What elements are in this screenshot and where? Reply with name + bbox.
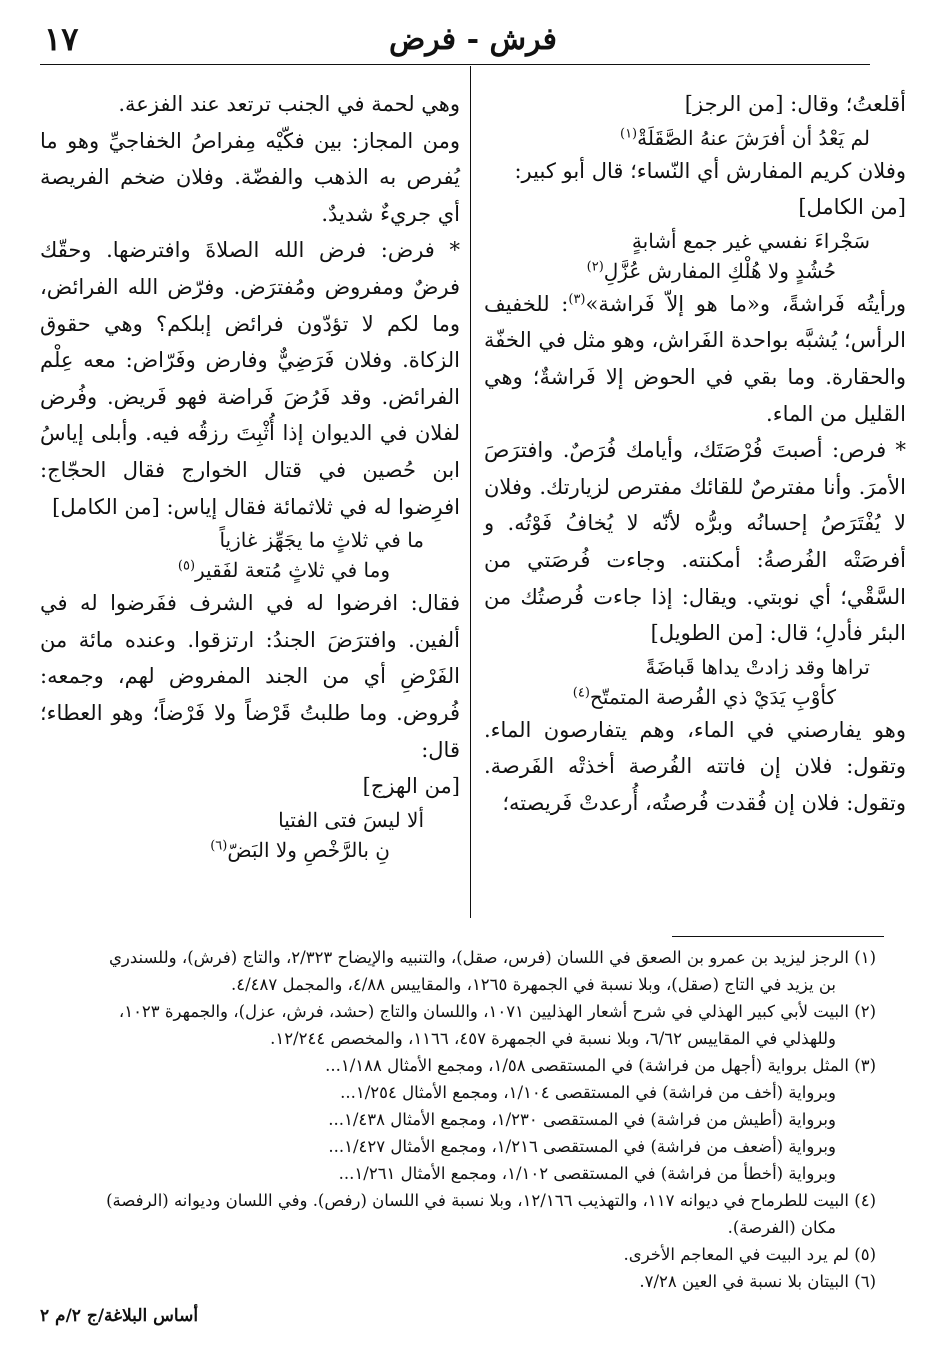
footnote-marker: (٤)	[572, 685, 590, 701]
footnote-marker: (٣)	[568, 291, 586, 307]
footnotes	[40, 944, 876, 1295]
paragraph: ومن المجاز: بين فكّيْه مِفراصُ الخفاجيِّ وهو ما يُفرص به الذهب والفضّة. وفلان ضخم الفريصة أي جريءٌ شديدٌ.	[40, 128, 460, 226]
footnote-marker: (٥)	[177, 558, 196, 574]
column-divider	[470, 66, 471, 918]
footnote-continuation: وللهذلي في المقاييس ٦/٦٢، وبلا نسبة في الجمهرة ٤٥٧، ١١٦٦، والمخصص ١٢/٢٤٤.	[270, 1029, 836, 1048]
footnote: (٥) لم يرد البيت في المعاجم الأخرى.	[623, 1245, 876, 1264]
meter-label: [من الكامل]	[798, 195, 906, 220]
verse-line: ما في ثلاثٍ ما يجَهِّز غازياً	[219, 528, 424, 553]
footnote-marker: (٢)	[586, 259, 604, 275]
footnote-continuation: وبرواية (أضعف من فراشة) في المستقصى ١/٢١٦، ومجمع الأمثال ١/٤٢٧...	[328, 1137, 836, 1156]
right-column	[484, 86, 906, 822]
footnote: (١) الرجز ليزيد بن عمرو بن الصعق في اللسان (فرس، صقل)، والتنبيه والإيضاح ٢/٣٢٣، والتاج (فرش)، وللسندري	[108, 948, 876, 967]
verse-line: ألا ليسَ فتى الفتيا	[278, 807, 424, 832]
footnote-rule	[672, 936, 884, 937]
verse-line: لم يَعْدُ أن أفرَشَ عنهُ الصَّقَلَةْ$^{(١)}$	[619, 125, 870, 150]
left-column	[40, 86, 460, 865]
paragraph: وفلان كريم المفارش أي النّساء؛ قال أبو كبير:	[514, 158, 906, 183]
footnote: (٦) البيتان بلا نسبة في العين ٧/٢٨.	[639, 1272, 876, 1291]
page-number: ١٧	[44, 20, 79, 58]
verse-line: حُشُدٍ ولا هُلْكِ المفارش عُزَّلِ$^{(٢)}$	[586, 258, 836, 283]
page-header	[30, 18, 916, 64]
verse-line: نِ بالرَّخْصِ ولا البَضّ$^{(٦)}$	[210, 837, 390, 862]
footnote-marker: (٦)	[210, 838, 228, 854]
meter-label: [من الهزج]	[362, 774, 460, 799]
entry-furs: * فرص: أصبتَ فُرْصَتَك، وأيامك فُرَصٌ. وافترَصَ الأمرَ. وأنا مفترصٌ للقائك مفترص لزيارتك. وفلان لا يُفْتَرَصُ إحسانُه وبرُّه لأنّه لا يُخافُ فَوْتُه. و أفرصَتْه الفُرصةُ: أمكنته. وجاءت فُرصَتي من السَّقْي؛ أي نوبتي. ويقال: إذا جاءت فُرصتُك من البئر فأدلِ؛ قال: [من الطويل]	[484, 438, 906, 646]
page-title: فرش - فرض	[388, 22, 558, 57]
footnote: (٢) البيت لأبي كبير الهذلي في شرح أشعار الهذليين ١٠٧١، واللسان والتاج (حشد، فرش، عزل)، والجمهرة ١٠٢٣،	[118, 1002, 876, 1021]
footnote-continuation: مكان (الفرصة).	[727, 1218, 836, 1237]
footnote-continuation: بن يزيد في التاج (صقل)، وبلا نسبة في الجمهرة ١٢٦٥، والمقاييس ٤/٨٨، والمجمل ٤/٤٨٧.	[230, 975, 836, 994]
header-rule	[40, 64, 870, 65]
paragraph: وهي لحمة في الجنب ترتعد عند الفزعة.	[118, 92, 460, 116]
paragraph: وهو يفارصني في الماء، وهم يتفارصون الماء. وتقول: فلان إن فاتته الفُرصة أخذتْه الفَرصة. وتقول: فلان إن فُقدت فُرصتُه، أُرعدتْ فَريصته؛	[484, 717, 906, 815]
footnote: (٣) المثل برواية (أجهل من فراشة) في المستقصى ١/٥٨، ومجمع الأمثال ١/١٨٨...	[325, 1056, 876, 1075]
paragraph: فقال: افرضوا له في الشرف ففَرضوا له في ألفين. وافترَضَ الجندُ: ارتزقوا. وعنده مائة من الفَرْضِ أي من الجند المفروض لهم، وجمعه: فُروض. وما طلبتُ قَرْضاً ولا فَرْضاً؛ وهو العطاء؛ قال:	[40, 591, 460, 762]
verse-line: تراها وقد زادتْ يداها قَباضَةً	[645, 654, 870, 679]
verse-line: سَجْراءَ نفسي غير جمع أشابةٍ	[631, 228, 870, 253]
footnote-continuation: وبرواية (أطيش من فراشة) في المستقصى ١/٢٣٠، ومجمع الأمثال ١/٤٣٨...	[328, 1110, 836, 1129]
footnote-continuation: وبرواية (أخطأ من فراشة) في المستقصى ١/١٠٢، ومجمع الأمثال ١/٢٦١...	[338, 1164, 836, 1183]
entry-fard: * فرض: فرض الله الصلاةَ وافترضها. وحقّك فرضٌ ومفروض ومُفترَض. وفرّض الله الفرائض، وما لكم لا تؤدّون فرائض إبلكم؟ وهي حقوق الزكاة. وفلان فَرَضِيٌّ وفارض وفَرّاض: معه عِلْم الفرائض. وقد فَرُضَ فَراضة فهو فَريض. وفُرض لفلان في الديوان إذا أُثْبِتَ رزقُه فيه. وأبلى إياسُ ابن حُصين في قتال الخوارج فقال الحجّاج: افرِضوا له في ثلاثمائة فقال إياس: [من الكامل]	[40, 238, 460, 519]
verse-line: وما في ثلاثٍ مُتعة لفَقير$^{(٥)}$	[177, 558, 390, 583]
paragraph: أقلعتُ؛ وقال: [من الرجز]	[684, 92, 906, 116]
signature-mark: أساس البلاغة/ج ٢/م ٢	[40, 1306, 199, 1326]
footnote-continuation: وبرواية (أخف من فراشة) في المستقصى ١/١٠٤، ومجمع الأمثال ١/٢٥٤...	[340, 1083, 836, 1102]
verse-line: كأوْبِ يَدَيْ ذي الفُرصة المتمتّح$^{(٤)}$	[572, 684, 836, 709]
paragraph: ورأيتُه فَراشةً، و«ما هو إلاّ فَراشة»$^{(٣)}$: للخفيف الرأس؛ يُشبَّه بواحدة الفَراش، وهو مثل في الخفّة والحقارة. وما بقي في الحوض إلا فَراشةٌ؛ وهي القليل من الماء.	[484, 291, 907, 426]
footnote-marker: (١)	[619, 125, 638, 141]
footnote: (٤) البيت للطرماح في ديوانه ١١٧، والتهذيب ١٢/١٦٦، وبلا نسبة في اللسان (رفص). وفي اللسان وديوانه (الرفصة)	[106, 1191, 876, 1210]
